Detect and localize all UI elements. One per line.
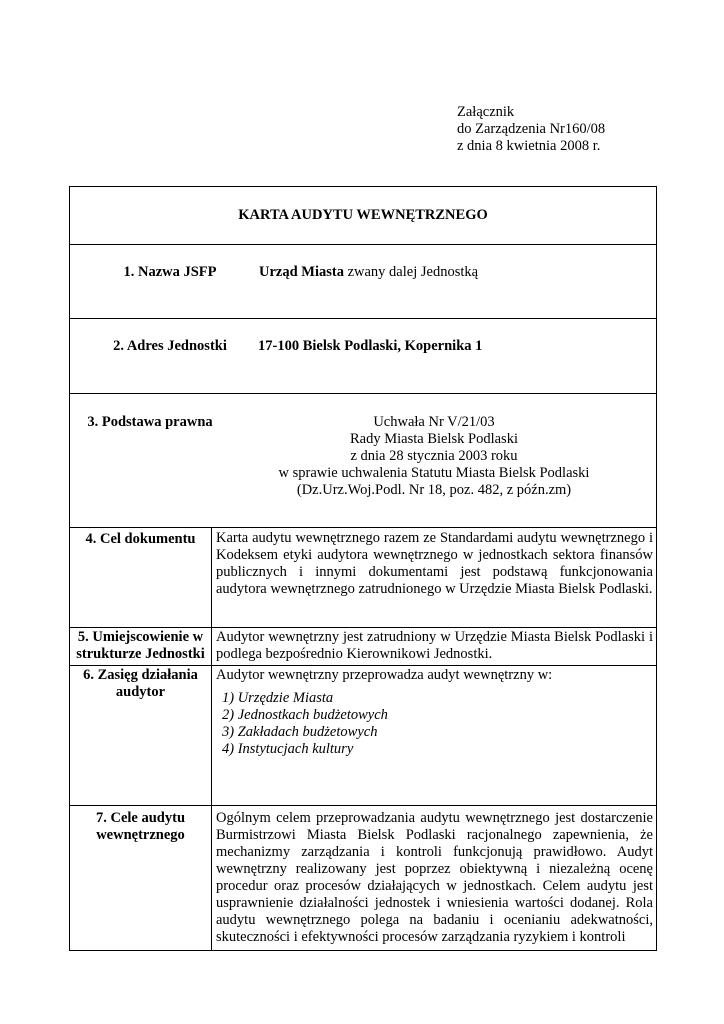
label-podstawa: 3. Podstawa prawna bbox=[87, 414, 213, 430]
value-zasieg bbox=[212, 666, 657, 806]
label-umiejscowienie-1: 5. Umiejscowienie w bbox=[77, 629, 204, 645]
value-cel: Karta audytu wewnętrznego razem ze Standardami audytu wewnętrznego i Kodeksem etyki audytora wewnętrznego w jednostkach sektora finansów publicznych i innymi dokumentami jest podstawą funkcjonowania audytora wewnętrznego zatrudnionego w Urzędzie Miasta Bielsk Podlaski. bbox=[212, 528, 657, 628]
row-zasieg bbox=[70, 666, 657, 806]
label-nazwa: 1. Nazwa JSFP bbox=[123, 264, 217, 280]
zasieg-item-3: 3) Zakładach budżetowych bbox=[222, 724, 378, 740]
label-cel: 4. Cel dokumentu bbox=[70, 528, 212, 628]
label-cele-1: 7. Cele audytu bbox=[95, 810, 186, 826]
label-zasieg-2: audytor bbox=[115, 684, 166, 700]
value-umiejscowienie: Audytor wewnętrzny jest zatrudniony w Urzędzie Miasta Bielsk Podlaski i podlega bezpośrednio Kierownikowi Jednostki. bbox=[212, 628, 657, 666]
annex-line-1: Załącznik bbox=[457, 104, 515, 120]
row-umiejscowienie bbox=[70, 628, 657, 666]
row-nazwa bbox=[70, 245, 657, 319]
row-podstawa bbox=[70, 394, 657, 528]
value-nazwa-bold: Urząd Miasta bbox=[259, 264, 344, 280]
label-zasieg-1: 6. Zasięg działania bbox=[83, 667, 198, 683]
annex-line-3: z dnia 8 kwietnia 2008 r. bbox=[457, 138, 601, 154]
row-cel bbox=[70, 528, 657, 628]
value-nazwa bbox=[259, 264, 478, 281]
podstawa-line-1: Uchwała Nr V/21/03 bbox=[373, 414, 495, 430]
row-cele bbox=[70, 806, 657, 951]
value-podstawa bbox=[212, 414, 656, 499]
label-umiejscowienie bbox=[70, 628, 212, 666]
label-umiejscowienie-2: strukturze Jednostki bbox=[76, 646, 205, 662]
audit-card-table bbox=[69, 186, 657, 951]
value-adres: 17-100 Bielsk Podlaski, Kopernika 1 bbox=[258, 338, 483, 354]
card-title bbox=[70, 187, 657, 245]
zasieg-item-4: 4) Instytucjach kultury bbox=[222, 741, 354, 757]
annex-header bbox=[457, 104, 605, 155]
podstawa-line-2: Rady Miasta Bielsk Podlaski bbox=[350, 431, 518, 447]
podstawa-line-5: (Dz.Urz.Woj.Podl. Nr 18, poz. 482, z późn.zm) bbox=[296, 482, 572, 498]
zasieg-list bbox=[222, 690, 653, 758]
row-adres bbox=[70, 319, 657, 394]
label-cele-2: wewnętrznego bbox=[96, 827, 185, 843]
value-nazwa-rest: zwany dalej Jednostką bbox=[343, 264, 479, 280]
value-cele: Ogólnym celem przeprowadzania audytu wewnętrznego jest dostarczenie Burmistrzowi Miasta Bielsk Podlaski racjonalnego zapewnienia, że mechanizmy zarządzania i kontroli funkcjonują prawidłowo. Audyt wewnętrzny realizowany jest poprzez obiektywną i niezależną ocenę procedur oraz procesów działających w jednostkach. Celem audytu jest usprawnienie działalności jednostek i wniesienia wartości dodanej. Rola audytu wewnętrznego polega na badaniu i ocenianiu adekwatności, skuteczności i efektywności procesów zarządzania ryzykiem i kontroli bbox=[212, 806, 657, 951]
label-cele bbox=[70, 806, 212, 951]
card-title-text: KARTA AUDYTU WEWNĘTRZNEGO bbox=[238, 207, 488, 223]
zasieg-item-1: 1) Urzędzie Miasta bbox=[222, 690, 334, 706]
label-adres: 2. Adres Jednostki bbox=[113, 338, 227, 354]
label-zasieg bbox=[70, 666, 212, 806]
podstawa-line-4: w sprawie uchwalenia Statutu Miasta Bielsk Podlaski bbox=[278, 465, 590, 481]
zasieg-intro: Audytor wewnętrzny przeprowadza audyt wewnętrzny w: bbox=[216, 667, 553, 683]
zasieg-item-2: 2) Jednostkach budżetowych bbox=[222, 707, 388, 723]
annex-line-2: do Zarządzenia Nr160/08 bbox=[457, 121, 606, 137]
podstawa-line-3: z dnia 28 stycznia 2003 roku bbox=[350, 448, 518, 464]
